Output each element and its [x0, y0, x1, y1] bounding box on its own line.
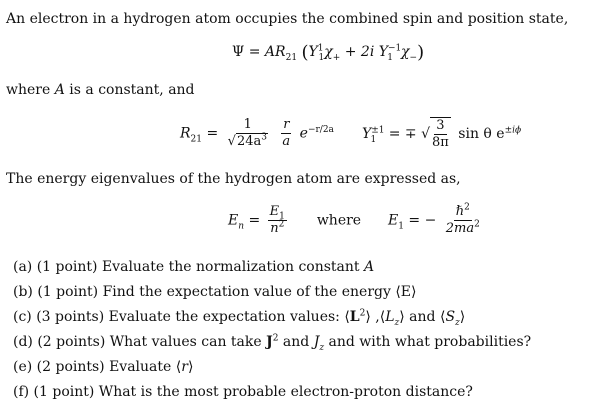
r21-equation: $R_{21}$ = $\frac{1}{√24a^3}$ $\frac{r}{a}$ $e^{-r/2a}$	[180, 117, 334, 149]
spherical-harmonic-equation: $Y^{\pm 1}_1$ = ∓ √ $\frac{3}{8\pi}$ sin θ $e^{\pm i\phi}$	[362, 118, 522, 150]
question-b: (b) (1 point) Find the expectation value of the energy ⟨E⟩	[13, 284, 417, 300]
energy-text: The energy eigenvalues of the hydrogen atom are expressed as,	[6, 171, 461, 187]
psi-equation: $\Psi = AR_{21}$ ($Y^1_1\chi_+ + 2i$ $Y^{-1}_1$ $\chi_-$)	[232, 42, 425, 63]
question-c: (c) (3 points) Evaluate the expectation values: $⟨L^2⟩$ $,⟨L_z⟩$ and $⟨S_z⟩$	[13, 308, 466, 328]
energy-equation: $E_n$ = $\frac{E_1}{n^2}$ where $E_1$ = − $\frac{\hbar^2}{2ma^2}$	[228, 202, 480, 236]
question-e: (e) (2 points) Evaluate ⟨r⟩	[13, 359, 194, 375]
intro-text: An electron in a hydrogen atom occupies the combined spin and position state,	[6, 11, 569, 27]
question-a: (a) (1 point) Evaluate the normalization constant A	[13, 259, 375, 275]
where-text: where A is a constant, and	[6, 82, 195, 98]
question-f: (f) (1 point) What is the most probable electron-proton distance?	[13, 384, 473, 400]
question-d: (d) (2 points) What values can take $J^2$ and $J_z$ and with what probabilities?	[13, 333, 532, 353]
